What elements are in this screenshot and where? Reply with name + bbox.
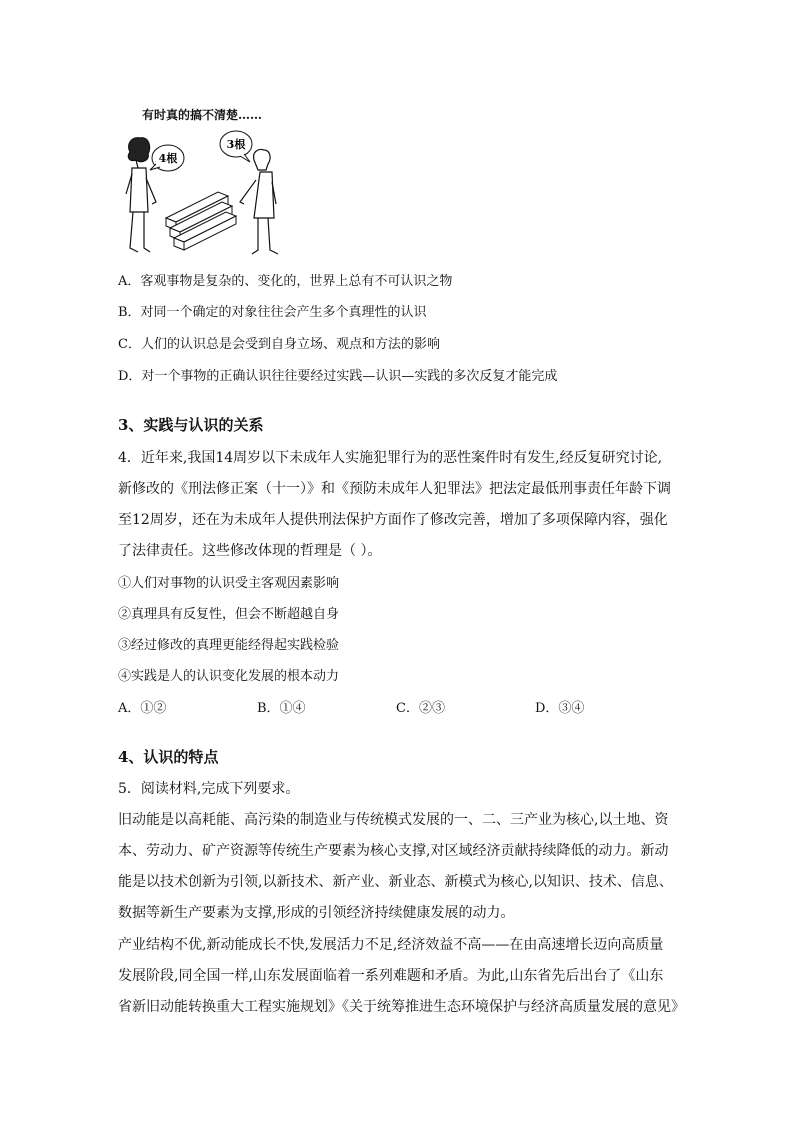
q4-line-1: 4．近年来,我国14周岁以下未成年人实施犯罪行为的恶性案件时有发生,经反复研究讨论, (118, 450, 663, 466)
q4-choice-c: C．②③ (396, 701, 445, 716)
q3-option-c: C．人们的认识总是会受到自身立场、观点和方法的影响 (118, 337, 440, 352)
right-bubble-text: 3根 (226, 138, 246, 151)
left-bubble-text: 4根 (158, 152, 178, 165)
left-person (126, 138, 156, 252)
q5-line-2: 旧动能是以高耗能、高污染的制造业与传统模式发展的一、二、三产业为核心,以土地、资 (118, 812, 669, 828)
q4-statement-1: ①人们对事物的认识受主客观因素影响 (118, 576, 340, 591)
q4-line-4: 了法律责任。这些修改体现的哲理是（ ）。 (118, 543, 382, 559)
q4-statement-4: ④实践是人的认识变化发展的根本动力 (118, 669, 340, 684)
q3-option-a: A．客观事物是复杂的、变化的，世界上总有不可认识之物 (118, 274, 453, 289)
q4-line-3: 至12周岁，还在为未成年人提供刑法保护方面作了修改完善，增加了多项保障内容，强化 (118, 512, 668, 528)
q5-line-6: 产业结构不优,新动能成长不快,发展活力不足,经济效益不高——在由高速增长迈向高质量 (118, 937, 664, 953)
q4-statement-2: ②真理具有反复性，但会不断超越自身 (118, 607, 340, 622)
q3-option-b: B．对同一个确定的对象往往会产生多个真理性的认识 (118, 305, 427, 320)
q4-line-2: 新修改的《刑法修正案（十一）》和《预防未成年人犯罪法》把法定最低刑事责任年龄下调 (118, 481, 671, 497)
right-speech-bubble (220, 131, 252, 162)
q5-line-8: 省新旧动能转换重大工程实施规划》《关于统筹推进生态环境保护与经济高质量发展的意见》 (118, 999, 685, 1015)
q4-choice-d: D．③④ (535, 701, 585, 716)
q5-line-1: 5．阅读材料,完成下列要求。 (118, 781, 300, 797)
q5-line-3: 本、劳动力、矿产资源等传统生产要素为核心支撑,对区域经济贡献持续降低的动力。新动 (118, 843, 669, 859)
q4-choice-a: A．①② (118, 701, 167, 716)
q5-line-5: 数据等新生产要素为支撑,形成的引领经济持续健康发展的动力。 (118, 905, 515, 921)
section4-heading: 4、认识的特点 (118, 748, 219, 766)
right-person (240, 149, 278, 254)
left-speech-bubble (150, 145, 184, 171)
illustration-caption: 有时真的搞不清楚…… (142, 108, 263, 122)
q4-choice-b: B．①④ (257, 701, 306, 716)
q3-option-d: D．对一个事物的正确认识往往要经过实践—认识—实践的多次反复才能完成 (118, 369, 558, 384)
cartoon-illustration (118, 130, 298, 260)
q5-line-4: 能是以技术创新为引领,以新技术、新产业、新业态、新模式为核心,以知识、技术、信息、 (118, 874, 673, 890)
q5-line-7: 发展阶段,同全国一样,山东发展面临着一系列难题和矛盾。为此,山东省先后出台了《山东 (118, 968, 664, 984)
q4-statement-3: ③经过修改的真理更能经得起实践检验 (118, 638, 340, 653)
section3-heading: 3、实践与认识的关系 (118, 416, 264, 434)
wooden-blocks (166, 192, 236, 250)
